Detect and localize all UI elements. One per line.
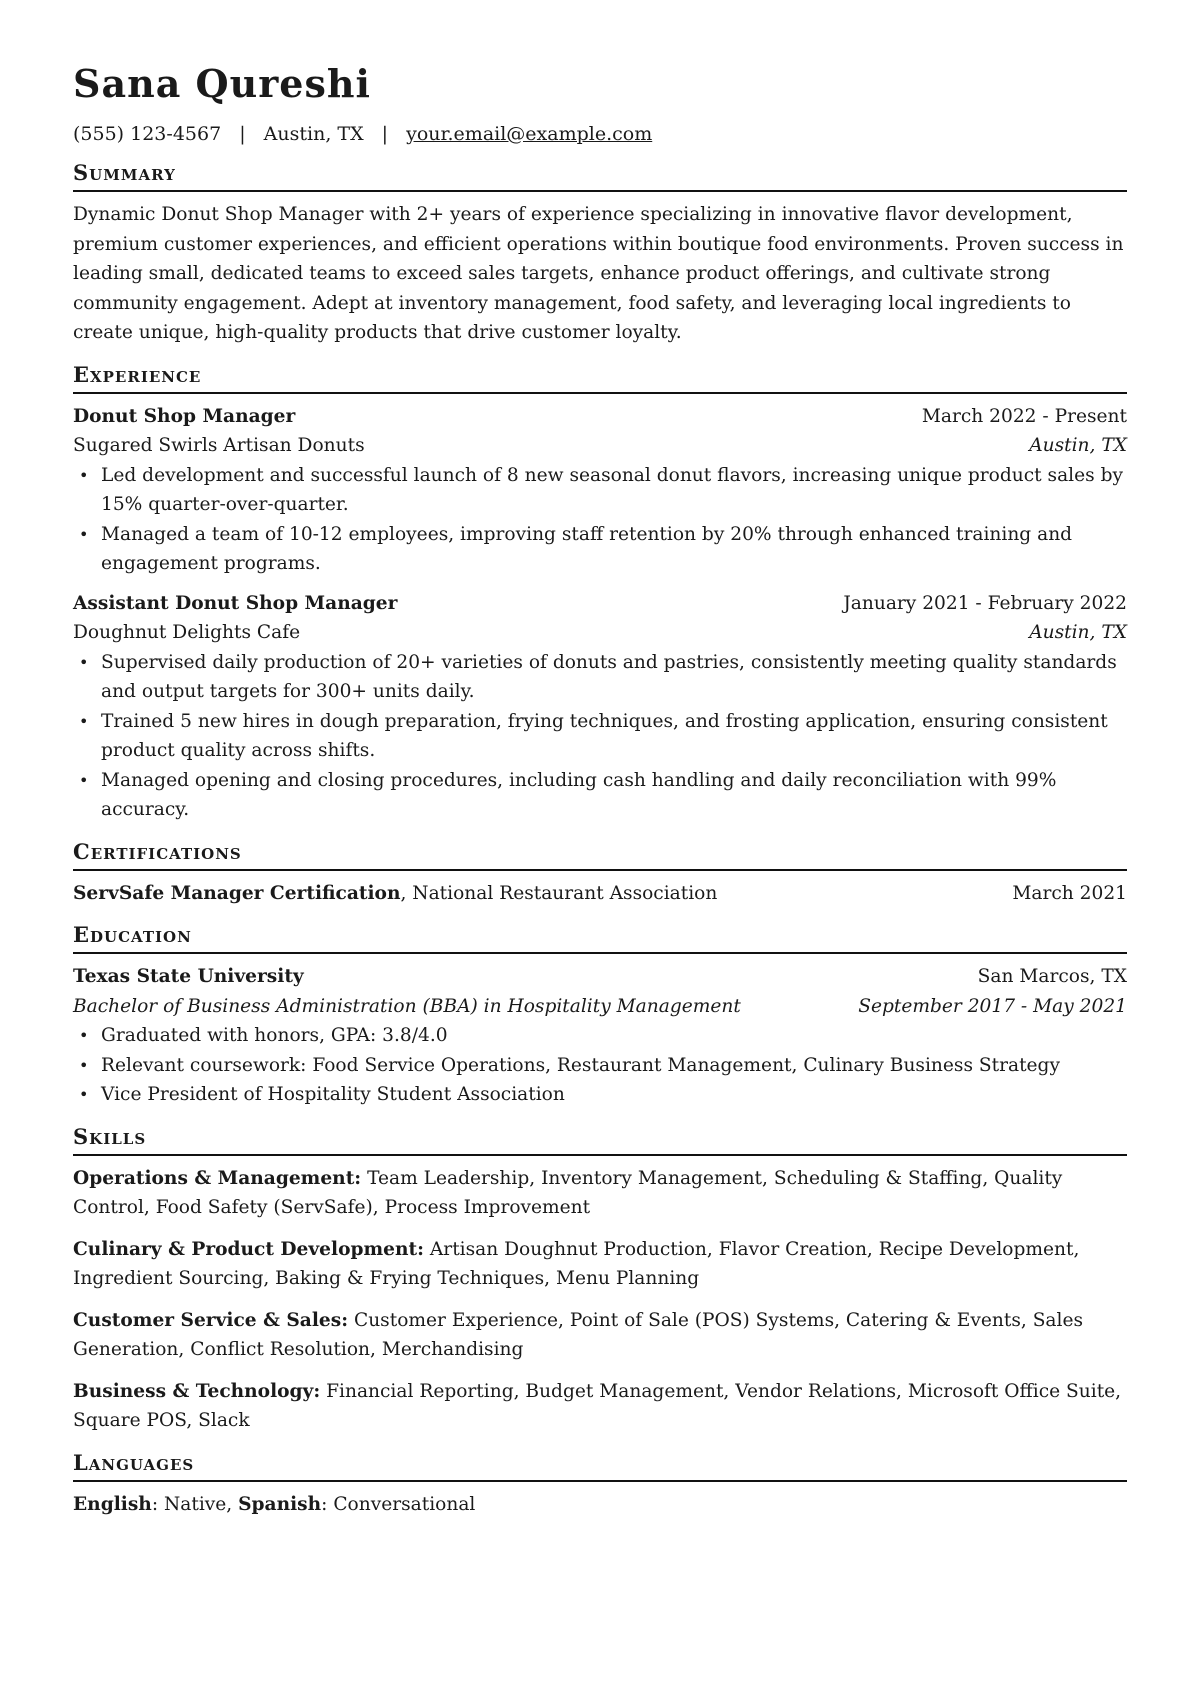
certification-text [73, 879, 717, 909]
resume-page [73, 60, 1127, 1519]
education-subheader [73, 992, 1127, 1022]
skill-group [73, 1306, 1127, 1365]
education-dates: September 2017 - May 2021 [858, 995, 1127, 1017]
skill-label: Culinary & Product Development: [73, 1238, 424, 1260]
contact-line [73, 122, 1127, 146]
skill-label: Operations & Management: [73, 1167, 362, 1189]
job-company: Doughnut Delights Cafe [73, 622, 301, 643]
certification-name: ServSafe Manager Certification [73, 882, 401, 904]
job-dates: March 2022 - Present [921, 405, 1127, 427]
section-title: Education [73, 922, 1127, 954]
education-header [73, 962, 1127, 992]
job-subheader [73, 618, 1127, 648]
degree: Bachelor of Business Administration (BBA) in Hospitality Management [73, 995, 741, 1017]
job-company: Sugared Swirls Artisan Donuts [73, 435, 365, 456]
list-item: • Trained 5 new hires in dough preparation, frying techniques, and frosting application, ensuring consistent product quality across shifts. [73, 707, 1127, 766]
section-title: Certifications [73, 839, 1127, 871]
skill-group [73, 1164, 1127, 1223]
section-title: Summary [73, 160, 1127, 192]
language-level: : Conversational [321, 1493, 476, 1515]
languages-line [73, 1490, 1127, 1520]
school-name: Texas State University [73, 966, 304, 987]
skill-group [73, 1377, 1127, 1436]
skill-group [73, 1235, 1127, 1294]
list-item: • Graduated with honors, GPA: 3.8/4.0 [73, 1021, 1127, 1051]
list-item: • Managed a team of 10-12 employees, improving staff retention by 20% through enhanced training and engagement programs. [73, 520, 1127, 579]
language-level: : Native, [151, 1493, 239, 1515]
job-entry [73, 402, 1127, 579]
languages-section [73, 1450, 1127, 1520]
skill-label: Customer Service & Sales: [73, 1309, 349, 1331]
certification-issuer: , National Restaurant Association [400, 882, 718, 904]
certification-item [73, 879, 1127, 909]
job-header [73, 589, 1127, 619]
separator: | [239, 123, 246, 145]
skill-items: Customer Experience, Point of Sale (POS) Systems, Catering & Events, Sales Generation, Conflict Resolution, Merchandising [73, 1309, 1084, 1360]
education-section [73, 922, 1127, 1110]
job-subheader [73, 431, 1127, 461]
language-name: English [73, 1493, 152, 1515]
job-bullets [73, 461, 1127, 579]
job-header [73, 402, 1127, 432]
location: Austin, TX [263, 123, 364, 145]
summary-text: Dynamic Donut Shop Manager with 2+ years of experience specializing in innovative flavor development, premium customer experiences, and efficient operations within boutique food environments. Proven success in leading small, dedicated teams to exceed sales targets, enhance product offerings, and cultivate strong community engagement. Adept at inventory management, food safety, and leveraging local ingredients to create unique, high-quality products that drive customer loyalty. [73, 204, 1124, 343]
certifications-section [73, 839, 1127, 909]
section-title: Skills [73, 1124, 1127, 1156]
separator: | [381, 123, 389, 145]
job-entry [73, 589, 1127, 825]
job-location: Austin, TX [1029, 622, 1127, 643]
list-item: • Relevant coursework: Food Service Operations, Restaurant Management, Culinary Business Strategy [73, 1051, 1127, 1081]
skill-items: Artisan Doughnut Production, Flavor Creation, Recipe Development, Ingredient Sourcing, Baking & Frying Techniques, Menu Planning [73, 1238, 1080, 1289]
education-bullets [73, 1021, 1127, 1110]
job-location: Austin, TX [1029, 435, 1127, 456]
experience-section [73, 362, 1127, 825]
skill-items: Financial Reporting, Budget Management, Vendor Relations, Microsoft Office Suite, Square POS, Slack [73, 1380, 1122, 1431]
skill-label: Business & Technology: [73, 1380, 321, 1402]
section-title: Experience [73, 362, 1127, 394]
list-item: • Managed opening and closing procedures, including cash handling and daily reconciliation with 99% accuracy. [73, 766, 1127, 825]
language-name: Spanish [238, 1493, 322, 1515]
list-item: • Supervised daily production of 20+ varieties of donuts and pastries, consistently meeting quality standards and output targets for 300+ units daily. [73, 648, 1127, 707]
job-bullets [73, 648, 1127, 825]
job-role: Assistant Donut Shop Manager [73, 592, 398, 614]
list-item: • Led development and successful launch of 8 new seasonal donut flavors, increasing unique product sales by 15% quarter-over-quarter. [73, 461, 1127, 520]
job-dates: January 2021 - February 2022 [843, 592, 1127, 614]
skills-section [73, 1124, 1127, 1436]
list-item: • Vice President of Hospitality Student Association [73, 1080, 1127, 1110]
email-link[interactable]: your.email@example.com [406, 123, 653, 145]
skill-items: Team Leadership, Inventory Management, Scheduling & Staffing, Quality Control, Food Safety (ServSafe), Process Improvement [73, 1167, 1063, 1218]
school-location: San Marcos, TX [977, 966, 1127, 987]
candidate-name: Sana Qureshi [73, 61, 371, 106]
phone: (555) 123-4567 [73, 123, 222, 145]
certification-date: March 2021 [1012, 882, 1127, 904]
job-role: Donut Shop Manager [73, 405, 296, 427]
summary-section [73, 160, 1127, 348]
section-title: Languages [73, 1450, 1127, 1482]
